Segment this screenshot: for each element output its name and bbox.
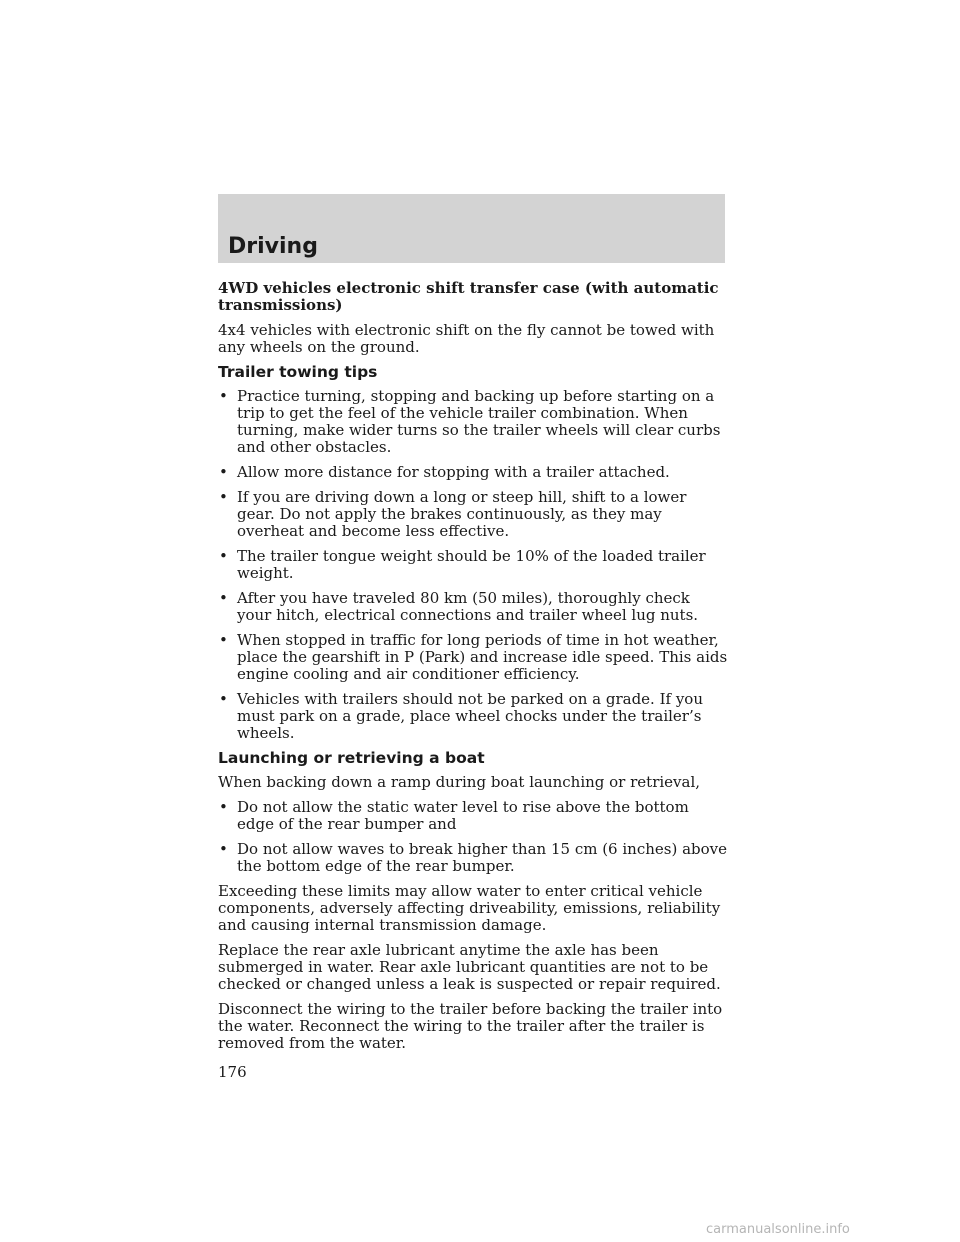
boat-list (218, 799, 728, 875)
bullet-icon: • (219, 690, 228, 708)
bullet-icon: • (219, 840, 228, 858)
boat-paragraph: Disconnect the wiring to the trailer before backing the trailer into the water. Reconnect the wiring to the trailer after the trailer is removed from the water. (218, 1000, 723, 1052)
bullet-icon: • (219, 387, 228, 405)
section-header-band (218, 194, 725, 263)
bullet-icon: • (219, 463, 228, 481)
bullet-icon: • (219, 631, 228, 649)
bullet-icon: • (219, 798, 228, 816)
transfer-case-text: 4x4 vehicles with electronic shift on the fly cannot be towed with any wheels on the ground. (218, 321, 715, 356)
list-item: • Allow more distance for stopping with a trailer attached. (219, 463, 670, 481)
page-content (218, 280, 728, 1081)
page-number: 176 (218, 1063, 247, 1081)
list-item: • When stopped in traffic for long periods of time in hot weather, place the gearshift in P (Park) and increase idle speed. This aids engine cooling and air conditioner efficiency. (219, 631, 728, 683)
bullet-icon: • (219, 547, 228, 565)
watermark: carmanualsonline.info (706, 1222, 850, 1237)
bullet-icon: • (219, 488, 228, 506)
list-item: • The trailer tongue weight should be 10% of the loaded trailer weight. (219, 547, 706, 582)
list-item: • After you have traveled 80 km (50 miles), thoroughly check your hitch, electrical connections and trailer wheel lug nuts. (219, 589, 699, 624)
transfer-case-heading: 4WD vehicles electronic shift transfer case (with automatic transmissions) (218, 279, 719, 314)
boat-launching-heading: Launching or retrieving a boat (218, 749, 485, 767)
list-item: • Do not allow the static water level to rise above the bottom edge of the rear bumper and (219, 798, 689, 833)
list-item: • If you are driving down a long or steep hill, shift to a lower gear. Do not apply the brakes continuously, as they may overheat and become less effective. (219, 488, 687, 540)
list-item: • Vehicles with trailers should not be parked on a grade. If you must park on a grade, place wheel chocks under the trailer’s wheels. (219, 690, 703, 742)
trailer-towing-tips-heading: Trailer towing tips (218, 363, 378, 381)
list-item: • Do not allow waves to break higher than 15 cm (6 inches) above the bottom edge of the rear bumper. (219, 840, 728, 875)
boat-intro: When backing down a ramp during boat launching or retrieval, (218, 773, 701, 791)
list-item: • Practice turning, stopping and backing up before starting on a trip to get the feel of the vehicle trailer combination. When turning, make wider turns so the trailer wheels will clear curbs and other obstacles. (219, 387, 721, 456)
boat-paragraph: Replace the rear axle lubricant anytime the axle has been submerged in water. Rear axle lubricant quantities are not to be checked or changed unless a leak is suspected or repair required. (218, 941, 721, 993)
boat-paragraph: Exceeding these limits may allow water to enter critical vehicle components, adversely affecting driveability, emissions, reliability and causing internal transmission damage. (218, 882, 721, 934)
section-title: Driving (228, 234, 318, 259)
bullet-icon: • (219, 589, 228, 607)
trailer-tips-list (218, 388, 728, 742)
